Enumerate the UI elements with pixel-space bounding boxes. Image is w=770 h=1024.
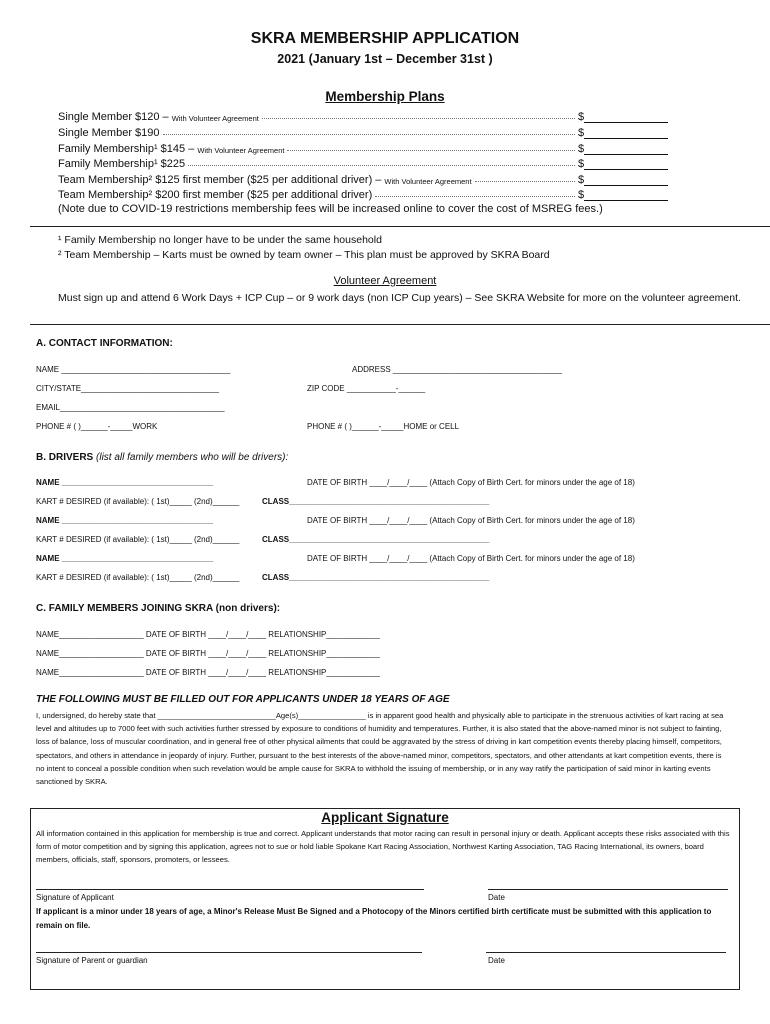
plan-label: Single Member $120 – — [58, 111, 169, 123]
leader-dots — [188, 165, 575, 166]
plan-amount-field[interactable] — [578, 111, 670, 123]
family-member-row[interactable]: NAME___________________ DATE OF BIRTH ____/____/____ RELATIONSHIP____________ — [36, 649, 380, 658]
contact-address-field[interactable]: ADDRESS ______________________________________ — [352, 365, 562, 374]
drivers-heading-note: (list all family members who will be drivers): — [96, 452, 289, 463]
page-title: SKRA MEMBERSHIP APPLICATION — [250, 30, 520, 47]
driver-dob-field[interactable]: DATE OF BIRTH ____/____/____ (Attach Copy of Birth Cert. for minors under the age of 18) — [307, 478, 635, 487]
minor-statement: I, undersigned, do hereby state that ____________________________Age(s)________________ is in apparent good health and physically able to participate in the strenuous activities of kart racing at sea level and altitudes up to 7000 feet with such activities further stressed by exposure to conditions of humidity and temperatures. Further, it is also stated that the above-named minor is not subject to fainting, loss of balance, loss of muscular coordination, and in general free of other physical ailments that could be aggravated by the stress of driving in kart competition events thereby placing himself, competitors, spectators, and others in attendance in jeopardy of injury. Further, pursuant to the best interests of the above-named minor, competitors, spectators, and other attendants at kart competition events, there is no intent to conceal a possible condition when such revelation would be ample cause for SKRA to withhold the issuing of membership, or in any way ratify the participation of said minor in karting events sanctioned by SKRA. — [36, 711, 724, 787]
amount-line[interactable] — [584, 175, 668, 186]
leader-dots — [375, 196, 575, 197]
plan-note: With Volunteer Agreement — [197, 146, 285, 155]
plan-note: With Volunteer Agreement — [384, 177, 472, 186]
drivers-heading — [36, 452, 288, 463]
currency-symbol: $ — [578, 111, 585, 123]
driver-kart-field[interactable]: KART # DESIRED (if available): ( 1st)_____ (2nd)______ — [36, 535, 240, 544]
amount-line[interactable] — [584, 128, 668, 139]
plan-amount-field[interactable] — [578, 158, 670, 170]
driver-name-field[interactable]: NAME __________________________________ — [36, 478, 214, 487]
driver-dob-field[interactable]: DATE OF BIRTH ____/____/____ (Attach Copy of Birth Cert. for minors under the age of 18) — [307, 554, 635, 563]
amount-line[interactable] — [584, 112, 668, 123]
minor-heading: THE FOLLOWING MUST BE FILLED OUT FOR APPLICANTS UNDER 18 YEARS OF AGE — [36, 694, 450, 705]
currency-symbol: $ — [578, 143, 585, 155]
plan-note: With Volunteer Agreement — [171, 114, 259, 123]
minor-release-warning: If applicant is a minor under 18 years of age, a Minor's Release Must Be Signed and a Photocopy of the Minors certified birth certificate must be submitted with this application to remain on file. — [36, 907, 712, 930]
driver-dob-field[interactable]: DATE OF BIRTH ____/____/____ (Attach Copy of Birth Cert. for minors under the age of 18) — [307, 516, 635, 525]
signature-statement: All information contained in this application for membership is true and correct. Applicant understands that motor racing can result in personal injury or death. Applicant accepts these risks associated with this form of motor competition and by signing this application, agrees not to sue or hold liable Spokane Kart Racing Association, Northwest Karting Association, TAG Racing International, its owners, board members, officials, staff, sponsors, promoters, or lessees. — [36, 829, 730, 865]
plans-note: (Note due to COVID-19 restrictions membership fees will be increased online to cover the cost of MSREG fees.) — [58, 203, 603, 215]
volunteer-heading: Volunteer Agreement — [333, 275, 437, 287]
driver-kart-field[interactable]: KART # DESIRED (if available): ( 1st)_____ (2nd)______ — [36, 497, 240, 506]
page-subtitle: 2021 (January 1st – December 31st ) — [277, 52, 493, 66]
driver-kart-field[interactable]: KART # DESIRED (if available): ( 1st)_____ (2nd)______ — [36, 573, 240, 582]
leader-dots — [163, 134, 575, 135]
volunteer-text: Must sign up and attend 6 Work Days + ICP Cup – or 9 work days (non ICP Cup years) – See SKRA Website for more on the volunteer agreement. — [58, 292, 741, 304]
contact-heading: A. CONTACT INFORMATION: — [36, 338, 173, 349]
plan-row — [58, 171, 670, 186]
family-member-row[interactable]: NAME___________________ DATE OF BIRTH ____/____/____ RELATIONSHIP____________ — [36, 668, 380, 677]
driver-class-field[interactable]: CLASS_____________________________________________ — [262, 535, 490, 544]
applicant-signature-line[interactable] — [36, 889, 424, 890]
driver-name-field[interactable]: NAME __________________________________ — [36, 554, 214, 563]
contact-city-field[interactable]: CITY/STATE_______________________________ — [36, 384, 219, 393]
parent-date-label: Date — [488, 956, 505, 965]
plan-row — [58, 124, 670, 139]
applicant-signature-label: Signature of Applicant — [36, 893, 114, 902]
plan-label: Team Membership² $125 first member ($25 per additional driver) – — [58, 174, 382, 186]
signature-heading: Applicant Signature — [321, 810, 449, 825]
applicant-date-label: Date — [488, 893, 505, 902]
currency-symbol: $ — [578, 174, 585, 186]
plan-row — [58, 155, 670, 170]
contact-email-field[interactable]: EMAIL_____________________________________ — [36, 403, 225, 412]
applicant-date-line[interactable] — [488, 889, 728, 890]
footnote-team: ² Team Membership – Karts must be owned by team owner – This plan must be approved by SKRA Board — [58, 249, 550, 261]
amount-line[interactable] — [584, 159, 668, 170]
amount-line[interactable] — [584, 144, 668, 155]
amount-line[interactable] — [584, 190, 668, 201]
plan-label: Team Membership² $200 first member ($25 per additional driver) — [58, 189, 373, 201]
plan-row — [58, 140, 670, 155]
contact-name-field[interactable]: NAME ______________________________________ — [36, 365, 231, 374]
contact-zip-field[interactable]: ZIP CODE ___________-______ — [307, 384, 426, 393]
parent-signature-label: Signature of Parent or guardian — [36, 956, 148, 965]
plan-amount-field[interactable] — [578, 189, 670, 201]
plan-label: Family Membership¹ $225 — [58, 158, 186, 170]
plan-amount-field[interactable] — [578, 143, 670, 155]
footnote-family: ¹ Family Membership no longer have to be under the same household — [58, 234, 382, 246]
family-member-row[interactable]: NAME___________________ DATE OF BIRTH ____/____/____ RELATIONSHIP____________ — [36, 630, 380, 639]
divider — [30, 324, 770, 325]
drivers-heading-label: B. DRIVERS — [36, 452, 94, 463]
plan-label: Single Member $190 — [58, 127, 160, 139]
plans-heading: Membership Plans — [325, 89, 445, 104]
leader-dots — [287, 150, 575, 151]
parent-signature-line[interactable] — [36, 952, 422, 953]
parent-date-line[interactable] — [486, 952, 726, 953]
leader-dots — [262, 118, 575, 119]
plan-row — [58, 108, 670, 123]
divider — [30, 226, 770, 227]
currency-symbol: $ — [578, 127, 585, 139]
family-heading: C. FAMILY MEMBERS JOINING SKRA (non drivers): — [36, 603, 281, 614]
leader-dots — [475, 181, 575, 182]
plan-label: Family Membership¹ $145 – — [58, 143, 195, 155]
contact-phone-work-field[interactable]: PHONE # ( )______-_____WORK — [36, 422, 158, 431]
currency-symbol: $ — [578, 189, 585, 201]
plan-amount-field[interactable] — [578, 127, 670, 139]
driver-name-field[interactable]: NAME __________________________________ — [36, 516, 214, 525]
driver-class-field[interactable]: CLASS_____________________________________________ — [262, 497, 490, 506]
driver-class-field[interactable]: CLASS_____________________________________________ — [262, 573, 490, 582]
plan-amount-field[interactable] — [578, 174, 670, 186]
currency-symbol: $ — [578, 158, 585, 170]
plan-row — [58, 186, 670, 201]
contact-phone-home-field[interactable]: PHONE # ( )______-_____HOME or CELL — [307, 422, 460, 431]
